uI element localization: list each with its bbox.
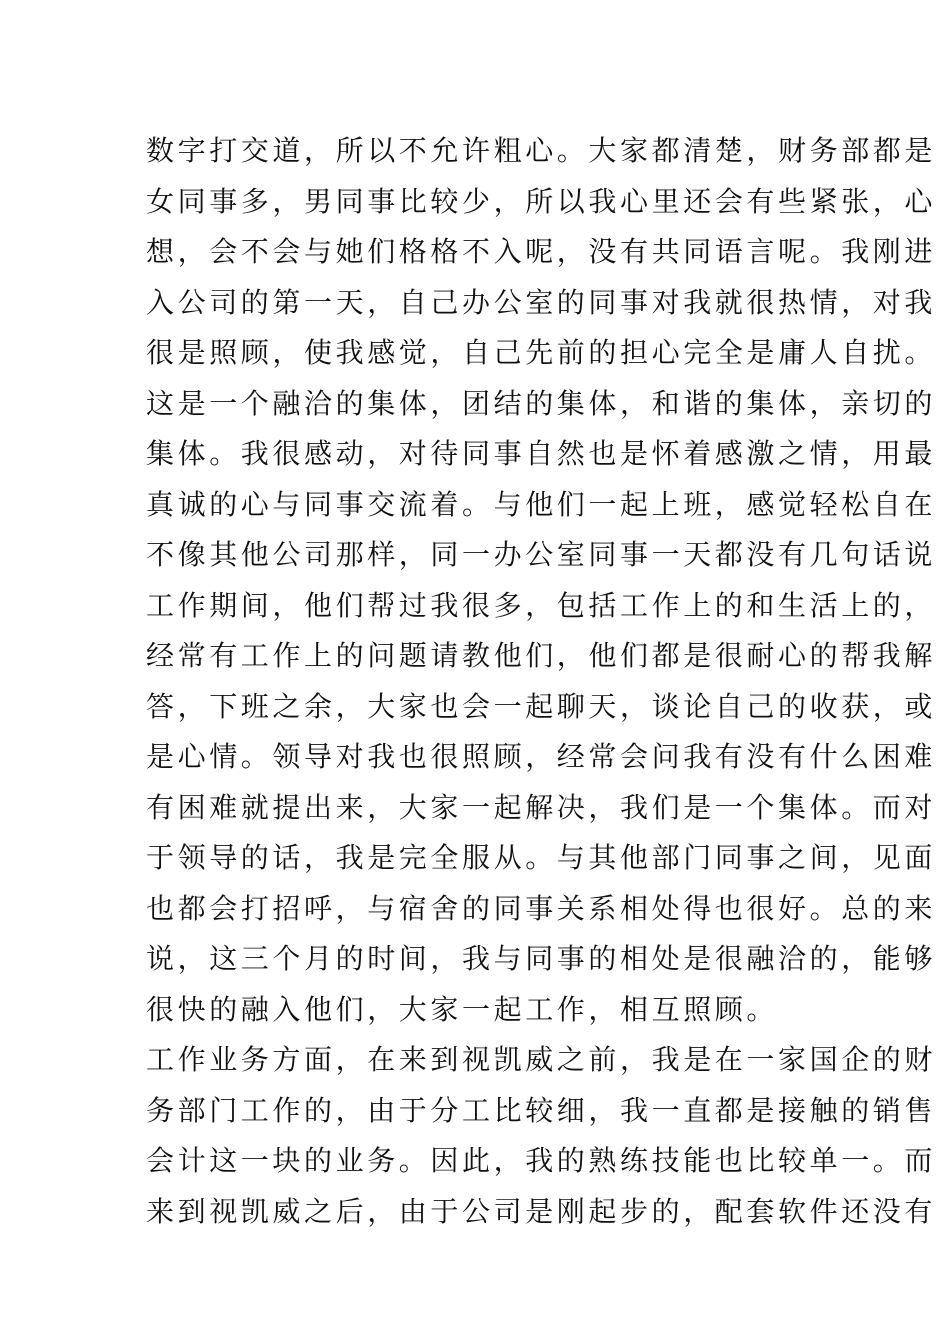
text-line: 经常有工作上的问题请教他们，他们都是很耐心的帮我解 [146, 639, 937, 672]
text-line: 来到视凯威之后，由于公司是刚起步的，配套软件还没有 [146, 1194, 937, 1228]
text-line: 于领导的话，我是完全服从。与其他部门同事之间，见面 [146, 841, 937, 874]
text-line: 有困难就提出来，大家一起解决，我们是一个集体。而对 [146, 790, 937, 824]
body-text [146, 126, 937, 1237]
text-line: 是心情。领导对我也很照顾，经常会问我有没有什么困难 [146, 740, 937, 773]
text-line: 会计这一块的业务。因此，我的熟练技能也比较单一。而 [146, 1144, 937, 1177]
text-line: 工作业务方面，在来到视凯威之前，我是在一家国企的财 [146, 1043, 937, 1076]
text-line: 也都会打招呼，与宿舍的同事关系相处得也很好。总的来 [146, 891, 937, 925]
text-line: 想，会不会与她们格格不入呢，没有共同语言呢。我刚进 [146, 235, 937, 268]
text-line: 这是一个融洽的集体，团结的集体，和谐的集体，亲切的 [146, 386, 937, 420]
text-line: 集体。我很感动，对待同事自然也是怀着感激之情，用最 [146, 437, 937, 470]
text-line: 很快的融入他们，大家一起工作，相互照顾。 [146, 992, 779, 1026]
text-line: 真诚的心与同事交流着。与他们一起上班，感觉轻松自在 [146, 487, 937, 521]
text-line: 入公司的第一天，自己办公室的同事对我就很热情，对我 [146, 285, 937, 319]
text-line: 说，这三个月的时间，我与同事的相处是很融洽的，能够 [146, 942, 937, 975]
text-line: 不像其他公司那样，同一办公室同事一天都没有几句话说 [146, 538, 937, 571]
text-line: 数字打交道，所以不允许粗心。大家都清楚，财务部都是 [146, 134, 937, 167]
text-line: 务部门工作的，由于分工比较细，我一直都是接触的销售 [146, 1093, 937, 1127]
text-line: 很是照顾，使我感觉，自己先前的担心完全是庸人自扰。 [146, 336, 937, 369]
text-line: 答，下班之余，大家也会一起聊天，谈论自己的收获，或 [146, 689, 937, 723]
text-line: 工作期间，他们帮过我很多，包括工作上的和生活上的， [146, 588, 937, 622]
text-line: 女同事多，男同事比较少，所以我心里还会有些紧张，心 [146, 184, 937, 218]
